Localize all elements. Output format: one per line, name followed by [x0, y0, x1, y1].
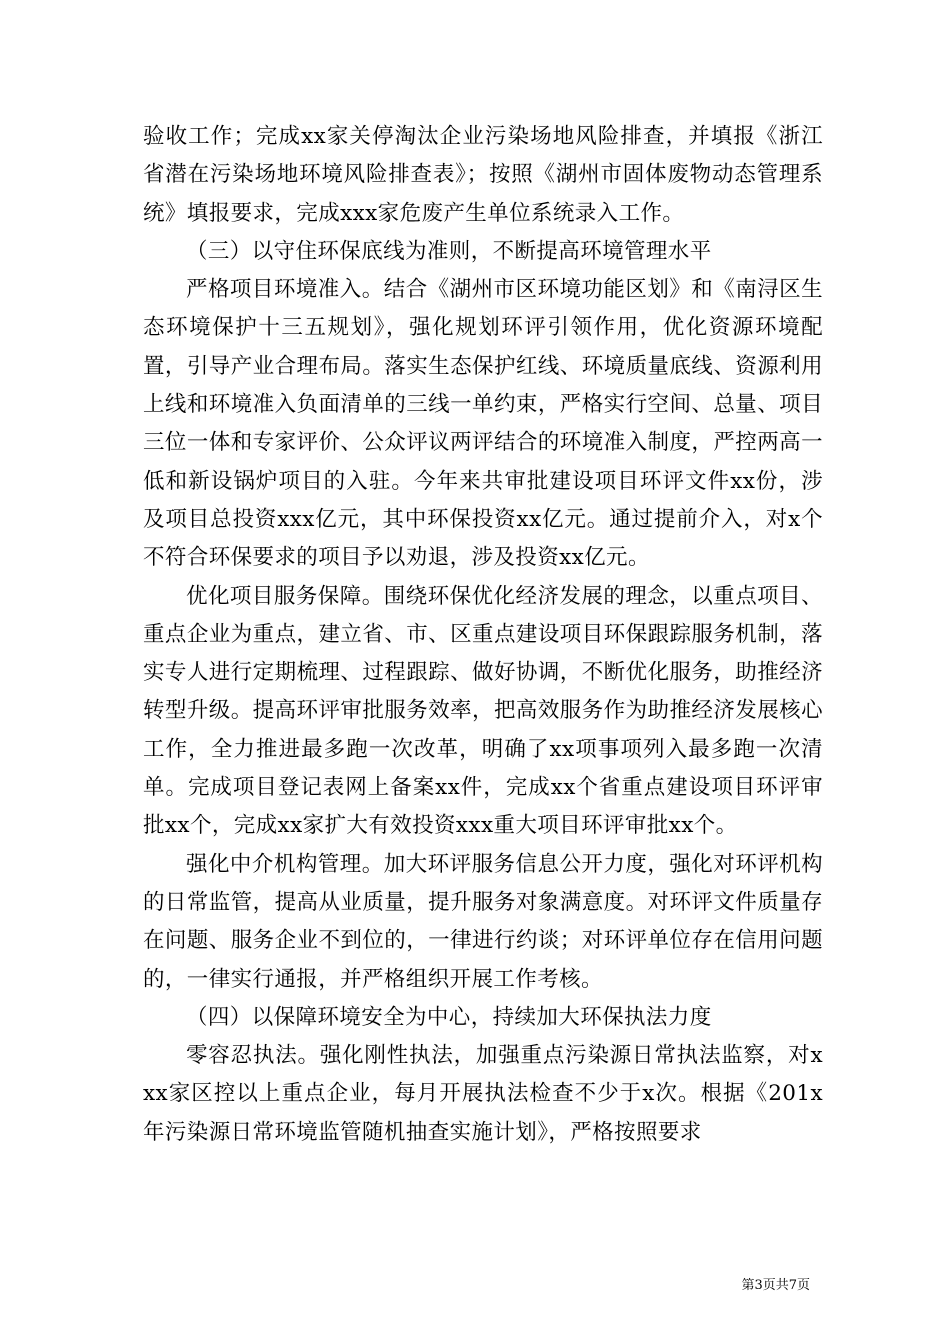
paragraph-zero-tolerance: 零容忍执法。强化刚性执法，加强重点污染源日常执法监察，对xxx家区控以上重点企业，每月开展执法检查不少于x次。根据《201x年污染源日常环境监管随机抽查实施计划》，严格按照要求	[143, 1043, 823, 1145]
paragraph-project-access: 严格项目环境准入。结合《湖州市区环境功能区划》和《南浔区生态环境保护十三五规划》，强化规划环评引领作用，优化资源环境配置，引导产业合理布局。落实生态保护红线、环境质量底线、资源利用上线和环境准入负面清单的三线一单约束，严格实行空间、总量、项目三位一体和专家评价、公众评议两评结合的环境准入制度，严控两高一低和新设锅炉项目的入驻。今年来共审批建设项目环评文件xx份，涉及项目总投资xxx亿元，其中环保投资xx亿元。通过提前介入，对x个不符合环保要求的项目予以劝退，涉及投资xx亿元。	[143, 277, 823, 571]
document-body	[143, 118, 823, 1152]
paragraph-project-service: 优化项目服务保障。围绕环保优化经济发展的理念，以重点项目、重点企业为重点，建立省、市、区重点建设项目环保跟踪服务机制，落实专人进行定期梳理、过程跟踪、做好协调，不断优化服务，助推经济转型升级。提高环评审批服务效率，把高效服务作为助推经济发展核心工作，全力推进最多跑一次改革，明确了xx项事项列入最多跑一次清单。完成项目登记表网上备案xx件，完成xx个省重点建设项目环评审批xx个，完成xx家扩大有效投资xxx重大项目环评审批xx个。	[143, 583, 823, 839]
paragraph-continuation: 验收工作；完成xx家关停淘汰企业污染场地风险排查，并填报《浙江省潜在污染场地环境风险排查表》；按照《湖州市固体废物动态管理系统》填报要求，完成xxx家危废产生单位系统录入工作。	[143, 124, 823, 226]
section-heading-4: （四）以保障环境安全为中心，持续加大环保执法力度	[186, 1004, 712, 1030]
page-number: 第3页共7页	[741, 1278, 810, 1293]
section-heading-3: （三）以守住环保底线为准则，不断提高环境管理水平	[186, 238, 712, 264]
paragraph-agency-management: 强化中介机构管理。加大环评服务信息公开力度，强化对环评机构的日常监管，提高从业质量，提升服务对象满意度。对环评文件质量存在问题、服务企业不到位的，一律进行约谈；对环评单位存在信用问题的，一律实行通报，并严格组织开展工作考核。	[143, 851, 823, 992]
